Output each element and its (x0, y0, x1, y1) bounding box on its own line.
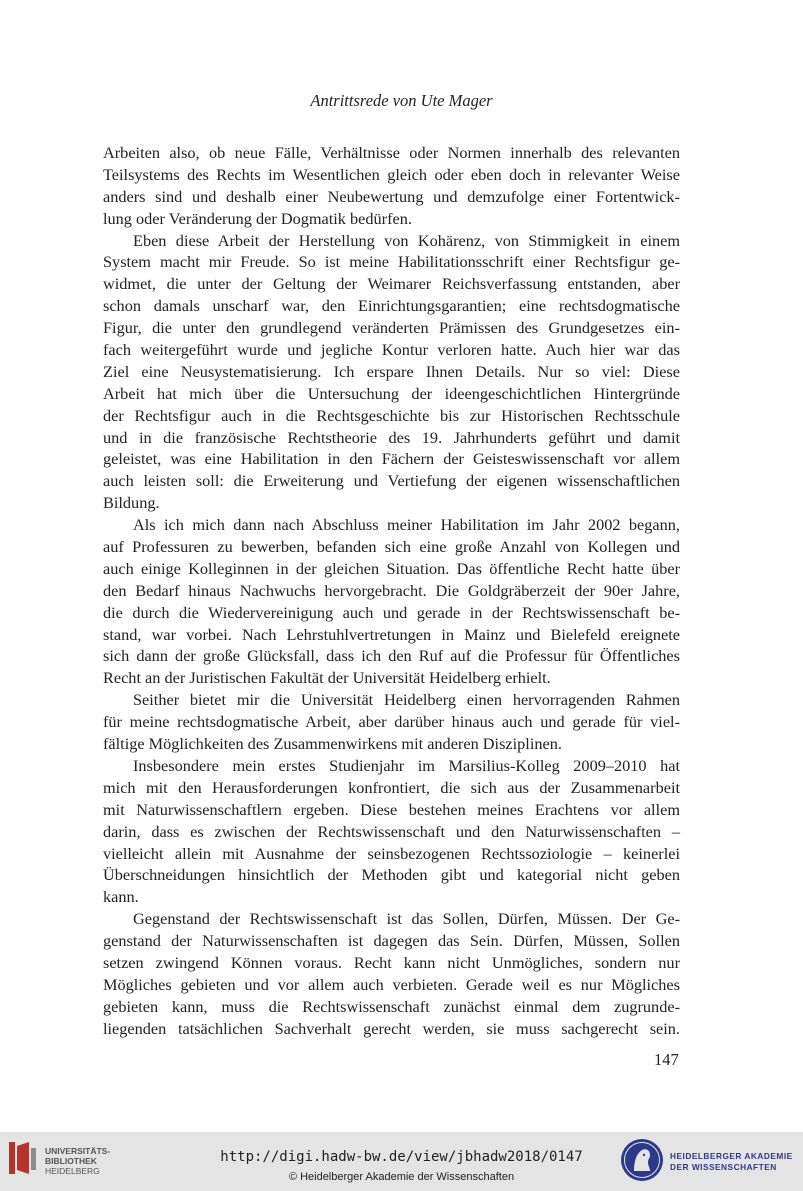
text-line: liegenden tatsächlichen Sachverhalt gerecht werden, sie muss sachgerecht sein. (103, 1018, 680, 1038)
academy-name (670, 1151, 793, 1173)
text-line: Eben diese Arbeit der Herstellung von Kohärenz, von Stimmigkeit in einem (133, 230, 680, 250)
text-line: Seither bietet mir die Universität Heidelberg einen hervorragenden Rahmen (133, 690, 680, 710)
text-line: Bildung. (103, 493, 160, 513)
text-line: fältige Möglichkeiten des Zusammenwirkens mit anderen Disziplinen. (103, 734, 562, 754)
text-line: genstand der Naturwissenschaften ist dagegen das Sein. Dürfen, Müssen, Sollen (103, 931, 680, 951)
academy-seal-icon[interactable] (620, 1138, 664, 1182)
text-line: Mögliches gebieten und vor allem auch verbieten. Gerade weil es nur Mögliches (103, 974, 680, 994)
text-line: mich mit den Herausforderungen konfrontiert, die sich aus der Zusammenarbeit (103, 777, 680, 797)
library-name-line: HEIDELBERG (45, 1166, 100, 1176)
text-line: Gegenstand der Rechtswissenschaft ist das Sollen, Dürfen, Müssen. Der Ge- (133, 909, 680, 929)
text-line: für meine rechtsdogmatische Arbeit, aber darüber hinaus auch und gerade für viel- (103, 712, 680, 732)
text-line: lung oder Veränderung der Dogmatik bedürfen. (103, 208, 412, 228)
text-line: geleistet, was eine Habilitation in den Fächern der Geisteswissenschaft vor allem (103, 449, 680, 469)
text-line: auch einige Kolleginnen in der gleichen Situation. Das öffentliche Recht hatte über (103, 558, 680, 578)
library-name-line: UNIVERSITÄTS- (45, 1146, 111, 1156)
text-line: schon damals unscharf war, den Einrichtungsgarantien; eine rechtsdogmatische (103, 296, 680, 316)
academy-name-line: HEIDELBERGER AKADEMIE (670, 1151, 793, 1161)
text-line: Teilsystems des Rechts im Wesentlichen gleich oder eben doch in relevanter Weise (103, 164, 680, 184)
text-line: den Bedarf hinaus Nachwuchs hervorgebracht. Die Goldgräberzeit der 90er Jahre, (103, 580, 680, 600)
footer-bar (0, 1132, 803, 1191)
text-line: darin, dass es zwischen der Rechtswissenschaft und den Naturwissenschaften – (103, 821, 680, 841)
text-line: der Rechtsfigur auch in die Rechtsgeschichte bis zur Historischen Rechtsschule (103, 405, 680, 425)
running-title: Antrittsrede von Ute Mager (310, 91, 493, 110)
text-line: gebieten kann, muss die Rechtswissenschaft zunächst einmal dem zugrunde- (103, 996, 680, 1016)
text-line: Recht an der Juristischen Fakultät der Universität Heidelberg erhielt. (103, 668, 551, 688)
permalink-url[interactable]: http://digi.hadw-bw.de/view/jbhadw2018/0147 (220, 1149, 583, 1165)
text-line: und in die französische Rechtstheorie des 19. Jahrhunderts geführt und damit (103, 427, 680, 447)
text-line: setzen zwingend Können voraus. Recht kann nicht Unmögliches, sondern nur (103, 952, 680, 972)
text-line: kann. (103, 887, 139, 907)
academy-name-line: DER WISSENSCHAFTEN (670, 1162, 777, 1172)
page-number: 147 (654, 1050, 679, 1069)
text-line: Arbeiten also, ob neue Fälle, Verhältnisse oder Normen innerhalb des relevanten (103, 143, 680, 162)
text-line: auch leisten soll: die Erweiterung und Vertiefung der eigenen wissenschaftlichen (103, 471, 680, 491)
text-line: Als ich mich dann nach Abschluss meiner Habilitation im Jahr 2002 begann, (133, 515, 680, 535)
text-line: fach weitergeführt wurde und jegliche Kontur verloren hatte. Auch hier war das (103, 340, 680, 360)
text-line: System macht mir Freude. So ist meine Habilitationsschrift einer Rechtsfigur ge- (103, 252, 680, 272)
text-line: auf Professuren zu bewerben, befanden sich eine große Anzahl von Kollegen und (103, 537, 680, 557)
text-line: stand, war vorbei. Nach Lehrstuhlvertretungen in Mainz und Bielefeld ereignete (103, 624, 680, 644)
text-line: vielleicht allein mit Ausnahme der seinsbezogenen Rechtssoziologie – keinerlei (103, 843, 680, 863)
text-line: mit Naturwissenschaftlern ergeben. Diese bestehen meines Erachtens vor allem (103, 799, 680, 819)
text-line: sich dann der große Glücksfall, dass ich den Ruf auf die Professur für Öffentliches (103, 646, 680, 666)
copyright-notice: © Heidelberger Akademie der Wissenschaften (288, 1171, 515, 1183)
text-line: widmet, die unter der Geltung der Weimarer Reichsverfassung entstanden, aber (103, 274, 680, 294)
library-name-line: BIBLIOTHEK (45, 1156, 97, 1166)
text-line: Ziel eine Neusystematisierung. Ich erspare Ihnen Details. Nur so viel: Diese (103, 361, 680, 381)
text-line: anders sind und deshalb einer Neubewertung und demzufolge einer Fortentwick- (103, 186, 680, 206)
text-line: die durch die Wiedervereinigung auch und gerade in der Rechtswissenschaft be- (103, 602, 680, 622)
body-text (103, 142, 680, 1040)
text-line: Figur, die unter den grundlegend veränderten Prämissen des Grundgesetzes ein- (103, 318, 680, 338)
text-line: Überschneidungen hinsichtlich der Methoden gibt und kategorial nicht geben (103, 865, 680, 885)
text-line: Insbesondere mein erstes Studienjahr im Marsilius-Kolleg 2009–2010 hat (133, 755, 680, 775)
text-line: Arbeit hat mich über die Untersuchung der ideengeschichtlichen Hintergründe (103, 383, 680, 403)
